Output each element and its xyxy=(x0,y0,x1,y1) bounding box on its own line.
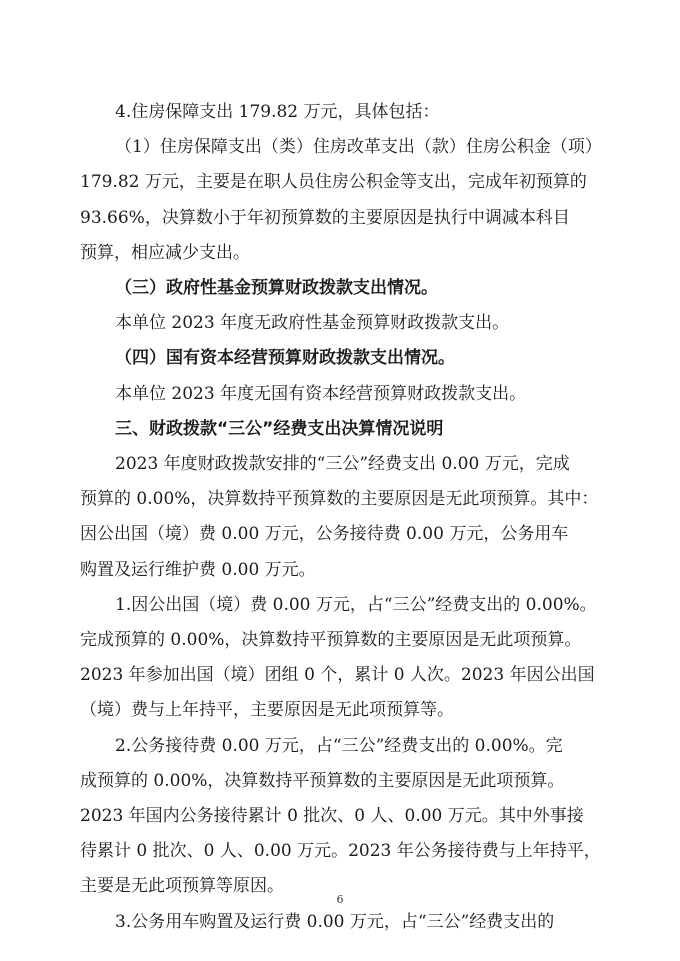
document-page: 4.住房保障支出 179.82 万元，具体包括： （1）住房保障支出（类）住房改革支出（款）住房公积金（项） 179.82 万元，主要是在职人员住房公积金等支出，完成年初预算的 93.66%，决算数小于年初预算数的主要原因是执行中调减本科目 预算，相应减少支出。 （三）政府性基金预算财政拨款支出情况。 本单位 2023 年度无政府性基金预算财政拨款支出。 （四）国有资本经营预算财政拨款支出情况。 本单位 2023 年度无国有资本经营预算财政拨款支出。 三、财政拨款“三公”经费支出决算情况说明 2023 年度财政拨款安排的“三公”经费支出 0.00 万元，完成 预算的 0.00%，决算数持平预算数的主要原因是无此项预算。其中： 因公出国（境）费 0.00 万元，公务接待费 0.00 万元，公务用车 购置及运行维护费 0.00 万元。 1.因公出国（境）费 0.00 万元，占“三公”经费支出的 0.00%。 完成预算的 0.00%，决算数持平预算数的主要原因是无此项预算。 2023 年参加出国（境）团组 0 个，累计 0 人次。2023 年因公出国 （境）费与上年持平，主要原因是无此项预算等。 2.公务接待费 0.00 万元，占“三公”经费支出的 0.00%。完 成预算的 0.00%，决算数持平预算数的主要原因是无此项预算。 2023 年国内公务接待累计 0 批次、0 人、0.00 万元。其中外事接 待累计 0 批次、0 人、0.00 万元。2023 年公务接待费与上年持平， 6 主要是无此项预算等原因。 3.公务用车购置及运行费 0.00 万元，占“三公”经费支出的 xyxy=(0,0,680,961)
page-number: 6 xyxy=(336,893,344,906)
text-line-content: 3.公务用车购置及运行费 0.00 万元，占“三公”经费支出的 xyxy=(115,911,555,932)
text-line-content: 主要是无此项预算等原因。 xyxy=(80,876,284,897)
